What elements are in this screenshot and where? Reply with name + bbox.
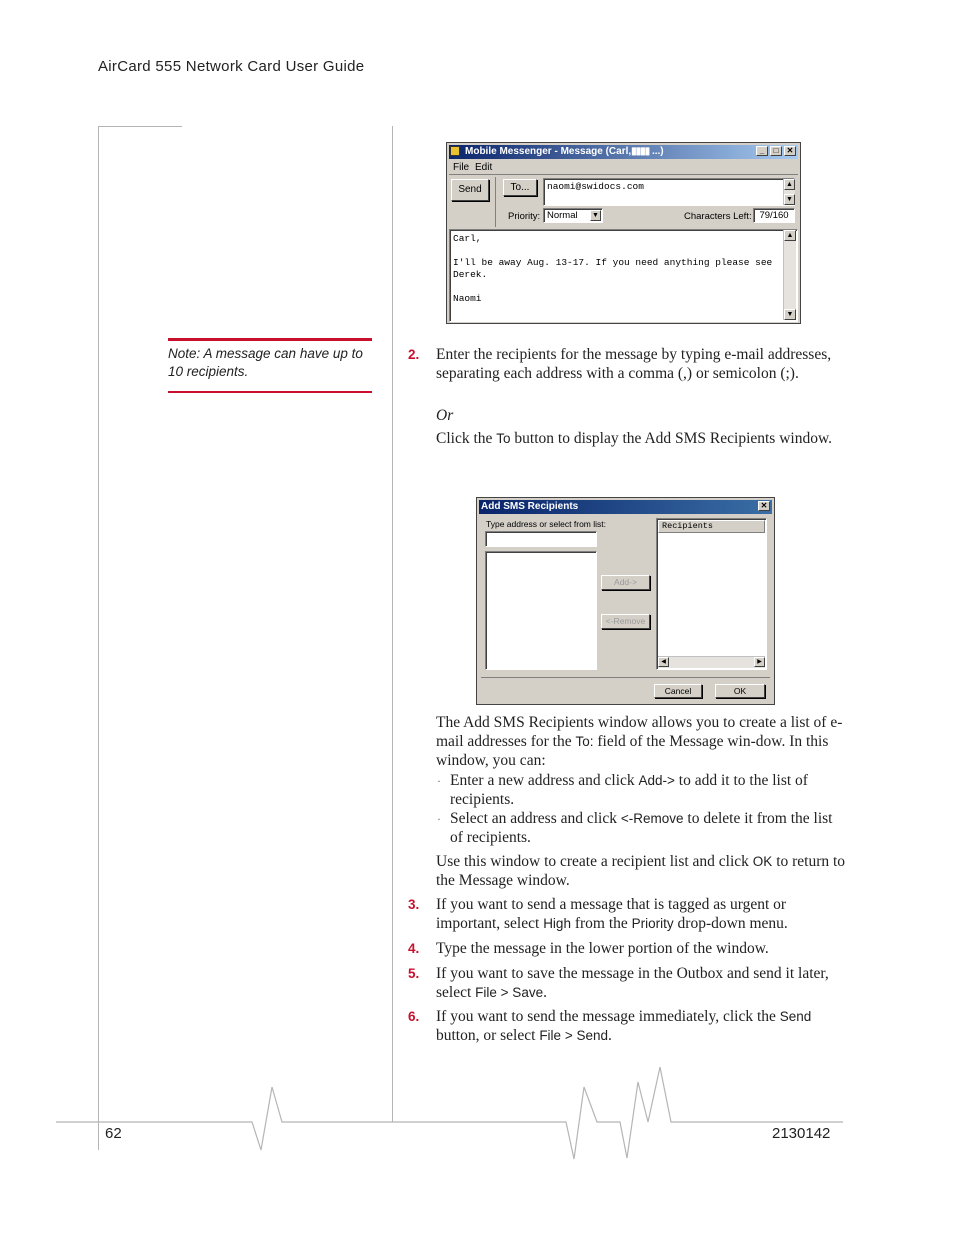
recipients-list[interactable] [656,518,767,670]
bullet-add [450,771,845,809]
chevron-down-icon[interactable]: ▼ [590,210,601,221]
ui-term: To [496,431,511,446]
address-input[interactable] [485,531,597,547]
body-scrollbar[interactable] [783,230,796,320]
text-run: to delete it from the list of recipients. [450,810,833,846]
chars-left-value: 79/160 [753,208,795,223]
scroll-down-icon[interactable]: ▼ [784,194,795,205]
priority-label: Priority: [508,211,541,222]
scroll-left-icon[interactable]: ◀ [658,657,669,667]
column-divider [392,126,393,1122]
address-list[interactable] [485,551,597,670]
body-line: Carl, [453,233,482,244]
send-button[interactable]: Send [451,179,489,201]
recipients-window-screenshot [476,497,775,705]
step-6-text [436,1007,846,1045]
body-line [453,245,781,257]
step-3-number: 3. [408,897,420,912]
scroll-up-icon[interactable]: ▲ [784,230,796,241]
recipients-divider [481,677,770,678]
note-text: Note: A message can have up to 10 recipients. [168,346,363,379]
text-run: field of the Message win-dow. In this window, you can: [436,733,829,769]
body-line: I'll be away Aug. 13-17. If you need anything please see [453,257,773,268]
scroll-up-icon[interactable]: ▲ [784,179,795,190]
ui-term: OK [752,854,773,869]
step-2-text: Enter the recipients for the message by typing e-mail addresses, separating each address with a comma (,) or semicolon (;). [436,346,832,382]
text-run: button, or select [436,1027,540,1044]
minimize-icon[interactable]: _ [756,146,768,156]
note-bottom-rule [168,391,372,393]
text-run: drop-down menu. [673,915,788,932]
text-run: Select an address and click [450,810,621,827]
left-border [98,126,99,1150]
step-6-number: 6. [408,1009,420,1024]
type-address-label: Type address or select from list: [486,519,606,529]
app-icon [450,146,460,156]
ui-term: File > Send [539,1028,608,1043]
text-run: . [543,984,547,1001]
message-window-screenshot [446,142,801,324]
recipients-column-header: Recipients [658,520,765,533]
close-icon[interactable]: ✕ [784,146,796,156]
recipients-window-titlebar: Add SMS Recipients [479,500,772,514]
text-run: If you want to save the message in the Outbox and send it later, select [436,965,829,1001]
top-rule [98,126,182,127]
step-5-number: 5. [408,966,420,981]
ui-term: Priority [631,916,674,931]
body-line: Derek. [453,269,488,280]
to-scrollbar[interactable] [783,179,795,205]
text-run: Click the [436,430,497,447]
chars-left-label: Characters Left: [684,211,752,222]
recipients-hscrollbar[interactable] [658,656,765,668]
message-body[interactable] [449,229,798,322]
text-run: The Add SMS Recipients window allows you to create a list of e-mail addresses for the [436,714,843,750]
message-window-title: Mobile Messenger - Message (Carl, [465,146,632,157]
text-run: If you want to send the message immediately, click the [436,1008,780,1025]
page-number: 62 [105,1125,122,1142]
scroll-right-icon[interactable]: ▶ [754,657,765,667]
step-2-or: Or [436,407,454,424]
remove-button[interactable]: <-Remove [601,614,650,629]
running-header: AirCard 555 Network Card User Guide [98,58,365,75]
text-run: . [607,1027,612,1044]
text-run: If you want to send a message that is tagged as urgent or important, select [436,896,787,932]
ok-button[interactable]: OK [715,684,765,698]
recipients-description [436,713,846,770]
step-4-number: 4. [408,941,420,956]
ui-term: File > Save [475,985,544,1000]
text-run: Use this window to create a recipient list and click [436,853,753,870]
doc-number: 2130142 [772,1125,831,1142]
text-run: Enter a new address and click [450,772,639,789]
ui-term: To: [575,734,594,749]
to-field[interactable] [543,178,795,206]
to-button[interactable]: To... [503,179,537,196]
toolbar-divider [495,177,496,227]
priority-value: Normal [547,210,578,221]
menu-edit[interactable]: Edit [475,162,493,173]
body-line [453,281,781,293]
menu-divider [449,174,798,175]
step-4-text: Type the message in the lower portion of the window. [436,940,769,957]
step-3-text [436,895,846,933]
message-window-title-suffix: ...) [651,146,664,157]
cancel-button[interactable]: Cancel [654,684,702,698]
menu-file[interactable]: File [453,162,470,173]
ui-term: <-Remove [620,811,684,826]
bullet-icon: · [437,774,441,788]
message-window-titlebar: Mobile Messenger - Message (Carl,▮▮▮▮ ...) [449,145,798,159]
bullet-remove [450,809,845,847]
bullet-icon: · [437,812,441,826]
step-5-text [436,964,846,1002]
close-icon[interactable]: ✕ [758,501,770,511]
note-top-rule [168,338,372,341]
maximize-icon[interactable]: □ [770,146,782,156]
text-run: to return to the Message window. [436,853,846,889]
step-2-click [436,429,846,448]
text-run: from the [570,915,632,932]
text-run: button to display the Add SMS Recipients window. [510,430,833,447]
ui-term: Send [779,1009,812,1024]
use-window-text [436,852,846,890]
ui-term: High [543,916,571,931]
add-button[interactable]: Add-> [601,575,650,590]
ui-term: Add-> [638,773,675,788]
body-line: Naomi [453,293,482,304]
footer-pulse-line [0,1060,954,1170]
step-2-number: 2. [408,347,420,362]
to-field-value: naomi@swidocs.com [547,181,644,192]
scroll-down-icon[interactable]: ▼ [784,309,796,320]
text-run: to add it to the list of recipients. [450,772,808,808]
priority-select[interactable] [543,208,603,223]
